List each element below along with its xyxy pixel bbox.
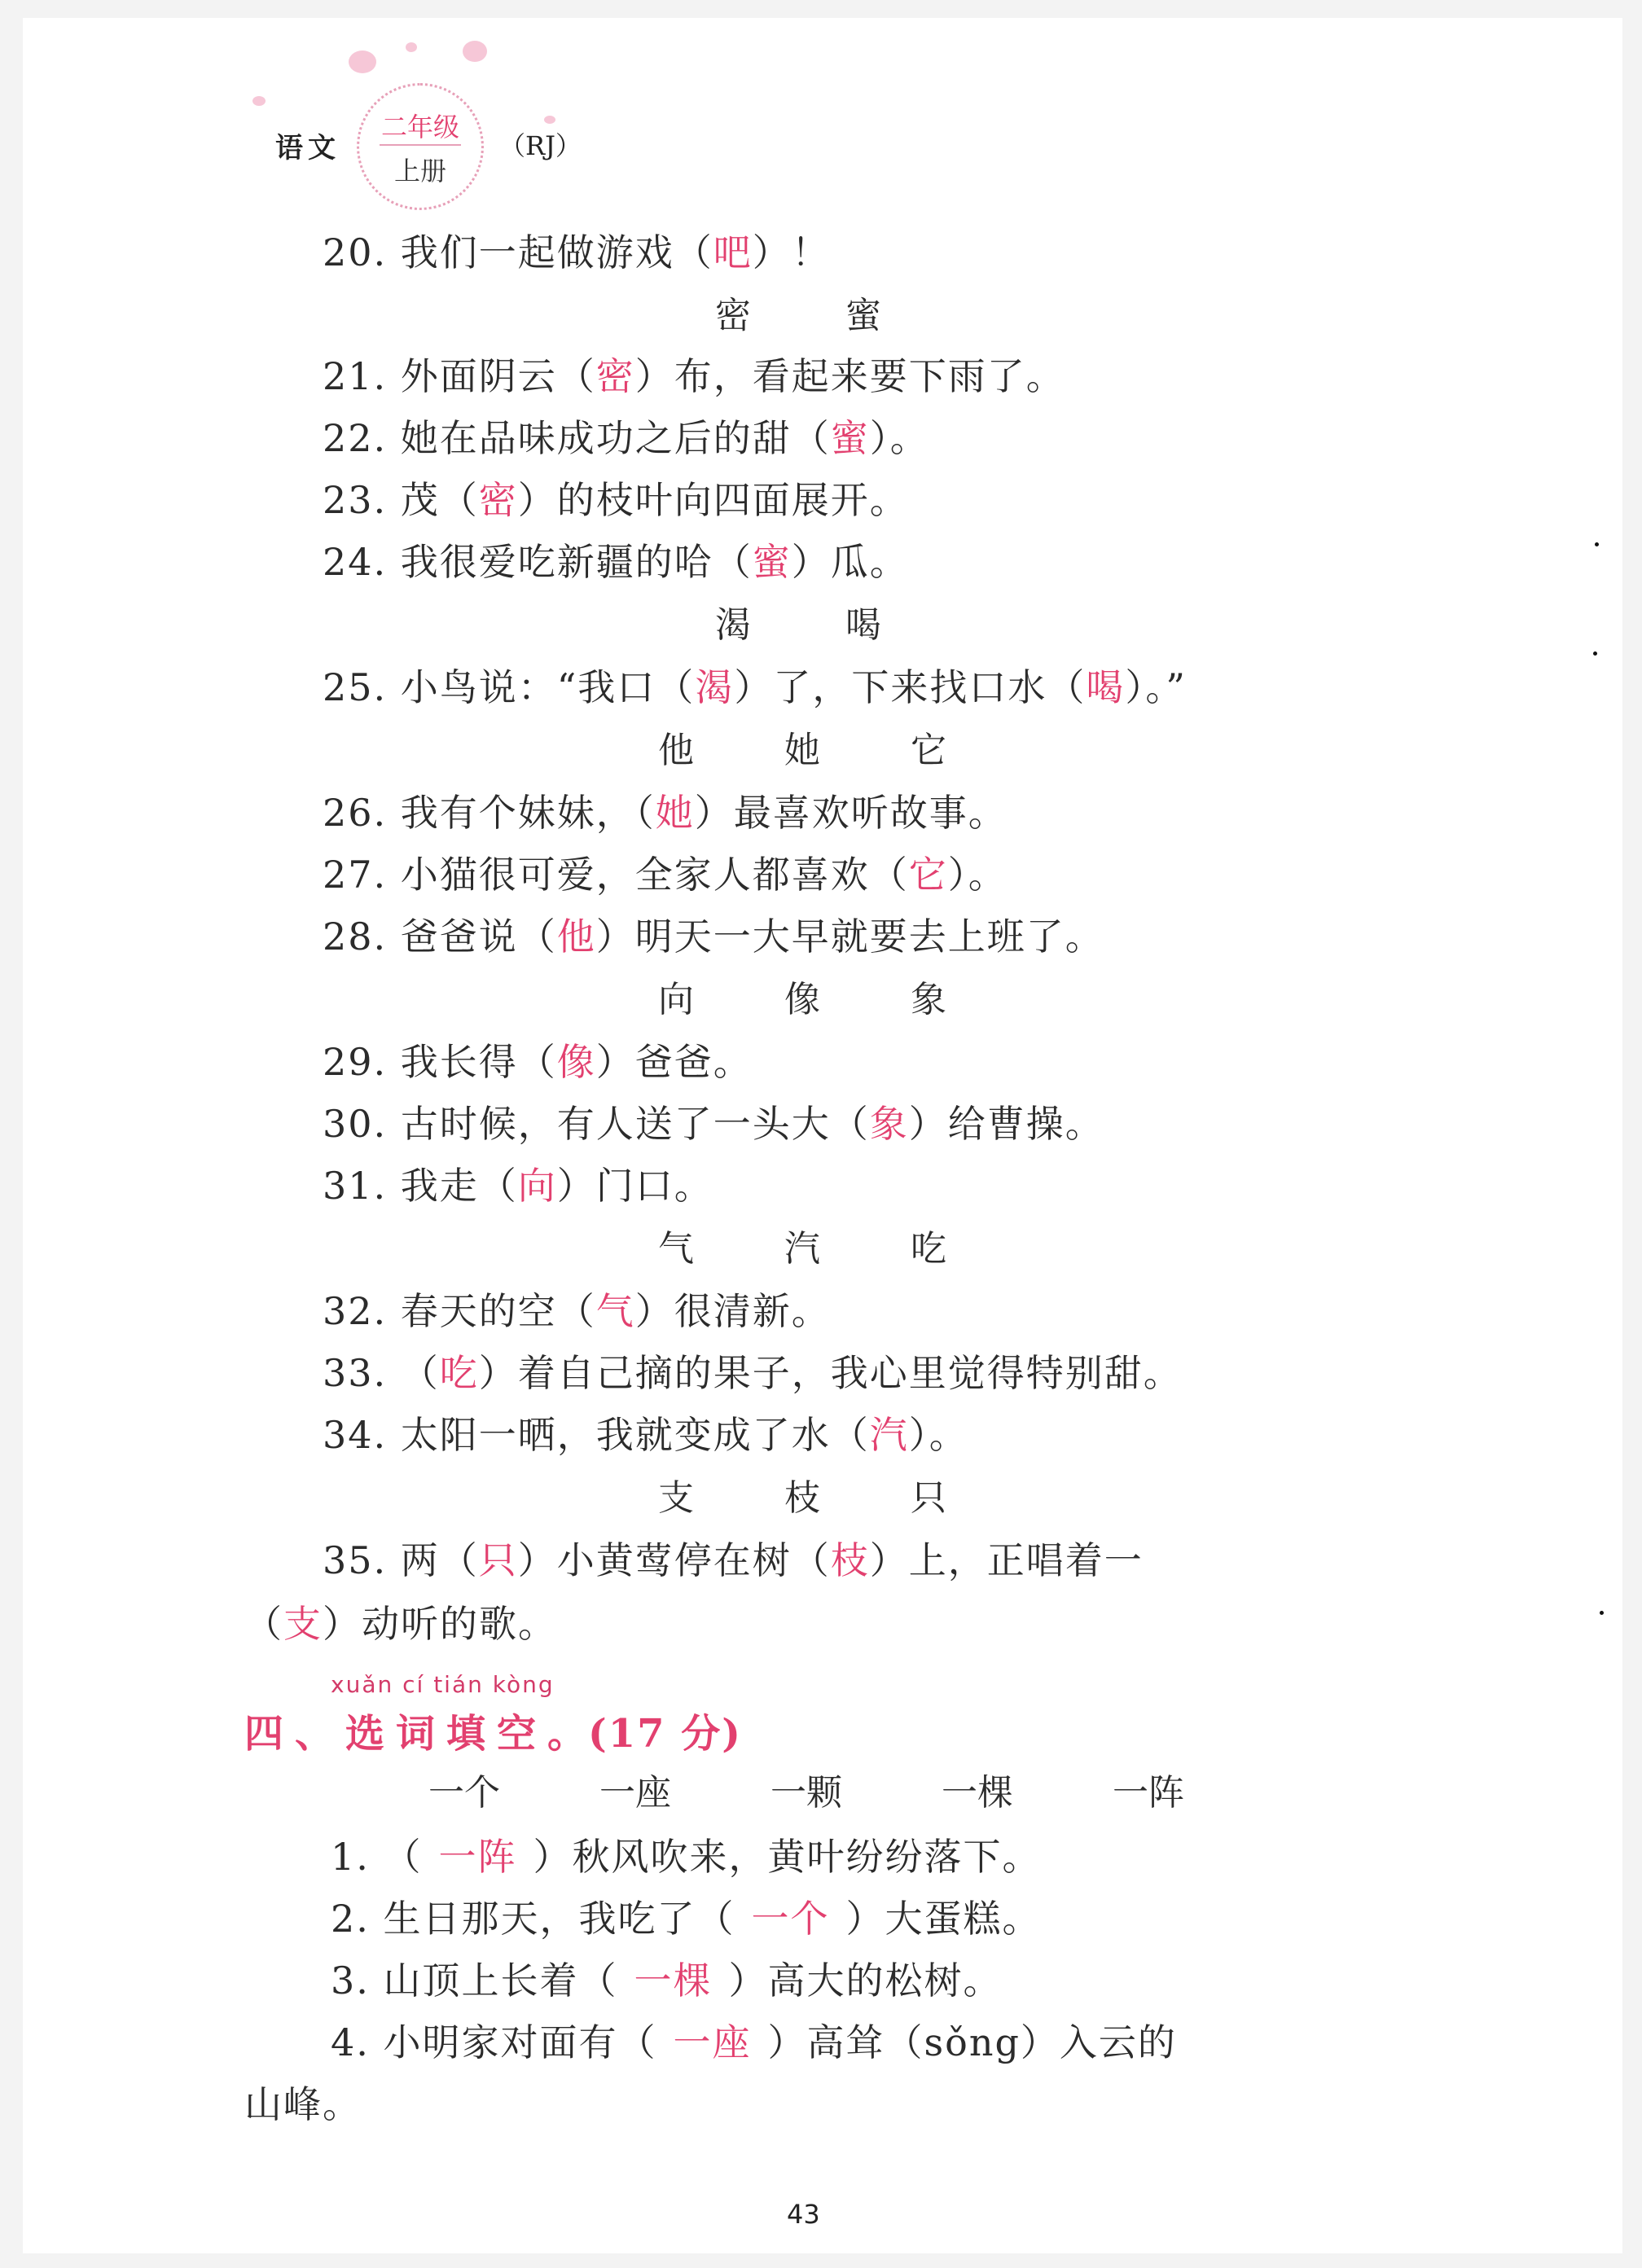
word-option: 向 [658,979,694,1020]
question-number: 20. [323,230,388,274]
question-number: 22. [323,416,388,460]
question-text: ）瓜。 [791,540,909,584]
question-25 [323,663,1187,712]
question-text: ）布，看起来要下雨了。 [634,354,1065,398]
question-text: （ [383,1835,423,1879]
word-option: 渴 [715,604,751,646]
word-options [23,293,1622,339]
question-text: ）高大的松树。 [728,1959,1003,2003]
word-option: 吃 [911,1228,946,1270]
section-pinyin: xuǎn cí tián kòng [331,1671,555,1698]
question-text: 小猫很可爱，全家人都喜欢（ [400,853,909,897]
answer: 一座 [673,2020,752,2064]
question-text: 小鸟说：“我口（ [400,665,696,709]
answer: 喝 [1086,665,1126,709]
question-number: 29. [323,1040,388,1084]
question-text: ）高耸（sǒng）入云的 [767,2020,1177,2064]
word-option: 它 [911,730,946,771]
question-35 [323,1536,1144,1585]
question-text: 我很爱吃新疆的哈（ [400,540,753,584]
question-21 [323,352,1065,401]
word-option: 一颗 [771,1772,842,1814]
question-text: 我长得（ [400,1040,557,1084]
answer: 密 [595,354,635,398]
question-text: ）。 [947,853,1008,897]
question-text: ）着自己摘的果子，我心里觉得特别甜。 [478,1351,1183,1395]
answer: 蜜 [830,416,870,460]
question-text: ）动听的歌。 [323,1602,557,1646]
question-number: 30. [323,1102,388,1146]
subject-label: 语文 [275,132,340,165]
question-32 [323,1287,831,1336]
petal-decoration [544,116,555,124]
word-option: 他 [658,730,694,771]
question-text: 外面阴云（ [400,354,596,398]
word-option: 蜜 [845,295,881,336]
question-text: ）最喜欢听故事。 [694,791,1008,835]
grade-badge [357,83,484,210]
section-score: 。(17 分) [547,1711,742,1757]
answer: 吃 [439,1351,479,1395]
answer: 一个 [751,1897,830,1941]
answer: 支 [283,1602,323,1646]
question-text: ）给曹操。 [908,1102,1104,1146]
print-speck [1593,651,1597,656]
word-option: 枝 [784,1477,820,1519]
question-number: 27. [323,853,388,897]
question-text: 太阳一晒，我就变成了水（ [400,1413,870,1457]
word-options [23,603,1622,648]
question-number: 4. [331,2020,370,2064]
question-number: 1. [331,1835,370,1879]
question-text: 我们一起做游戏（ [400,230,713,274]
word-option: 一棵 [942,1772,1013,1814]
answer: 她 [655,791,695,835]
answer: 气 [595,1289,635,1333]
word-options [23,728,1622,774]
question-number: 31. [323,1164,388,1208]
badge-divider [380,144,461,146]
question-26 [323,788,1008,837]
word-option: 像 [784,979,820,1020]
question-number: 26. [323,791,388,835]
question-27 [323,850,1008,899]
question-23 [323,476,909,524]
word-option: 一阵 [1113,1772,1184,1814]
question-number: 35. [323,1538,388,1582]
word-option: 一个 [428,1772,500,1814]
question-number: 21. [323,354,388,398]
petal-decoration [252,96,266,106]
word-option: 只 [911,1477,946,1519]
question-number: 28. [323,915,388,959]
question-35-continued [244,1599,557,1648]
edition-label: （RJ） [499,130,582,161]
word-option: 气 [658,1228,694,1270]
answer: 蜜 [752,540,792,584]
question-number: 33. [323,1351,388,1395]
answer: 他 [556,915,596,959]
question-text: ）上，正唱着一 [869,1538,1144,1582]
question-text: ）。 [869,416,929,460]
word-option: 支 [658,1477,694,1519]
question-text: 茂（ [400,478,479,522]
question-text: 春天的空（ [400,1289,596,1333]
petal-decoration [463,41,487,62]
answer: 密 [478,478,518,522]
fill-question-4-continued [244,2080,362,2129]
fill-question-2 [331,1894,1042,1943]
section-heading [244,1702,742,1758]
question-text: 生日那天，我吃了（ [383,1897,735,1941]
fill-question-3 [331,1956,1003,2005]
answer: 象 [869,1102,909,1146]
answer: 它 [908,853,948,897]
question-22 [323,414,929,463]
question-number: 23. [323,478,388,522]
question-text: ）爸爸。 [595,1040,753,1084]
petal-decoration [406,42,417,52]
question-text: ）大蛋糕。 [845,1897,1042,1941]
question-20 [323,228,831,277]
word-option: 密 [715,295,751,336]
word-options [23,1476,1622,1521]
answer: 像 [556,1040,596,1084]
petal-decoration [349,50,376,73]
question-text: 山峰。 [244,2082,362,2126]
question-text: 小明家对面有（ [383,2020,657,2064]
question-number: 25. [323,665,388,709]
question-text: 爸爸说（ [400,915,557,959]
question-text: ）。 [908,1413,968,1457]
answer: 向 [517,1164,557,1208]
question-28 [323,912,1104,961]
question-24 [323,537,909,586]
volume-label: 上册 [393,156,446,186]
question-34 [323,1410,968,1459]
answer: 一棵 [634,1959,713,2003]
question-text: 山顶上长着（ [383,1959,618,2003]
question-text: ）了，下来找口水（ [734,665,1087,709]
question-text: ）小黄莺停在树（ [517,1538,831,1582]
answer: 渴 [695,665,735,709]
word-option: 象 [911,979,946,1020]
question-text: ）门口。 [556,1164,713,1208]
workbook-page [23,18,1622,2253]
fill-question-1 [331,1832,1042,1881]
question-text: 我有个妹妹，（ [400,791,656,835]
question-text: 她在品味成功之后的甜（ [400,416,831,460]
question-number: 2. [331,1897,370,1941]
question-text: （ [244,1602,283,1646]
question-text: 两（ [400,1538,479,1582]
question-text: ）的枝叶向四面展开。 [517,478,909,522]
question-29 [323,1037,753,1086]
question-text: ）。” [1125,665,1187,709]
question-text: 古时候，有人送了一头大（ [400,1102,870,1146]
question-number: 24. [323,540,388,584]
section-title: 四、选词填空 [244,1711,548,1757]
question-text: ）秋风吹来，黄叶纷纷落下。 [533,1835,1042,1879]
word-options [23,977,1622,1023]
word-option: 汽 [784,1228,820,1270]
word-options [23,1226,1622,1272]
question-number: 32. [323,1289,388,1333]
question-text: ）！ [752,230,831,274]
question-number: 34. [323,1413,388,1457]
answer: 只 [478,1538,518,1582]
question-text: （ [400,1351,440,1395]
word-option: 一座 [599,1772,671,1814]
word-option: 喝 [845,604,881,646]
question-number: 3. [331,1959,370,2003]
word-option: 她 [784,730,820,771]
question-text: ）明天一大早就要去上班了。 [595,915,1104,959]
question-text: ）很清新。 [634,1289,831,1333]
answer: 一阵 [438,1835,517,1879]
question-text: 我走（ [400,1164,518,1208]
word-options [23,1770,1622,1816]
answer: 吧 [713,230,753,274]
print-speck [1595,542,1599,546]
question-31 [323,1161,713,1210]
question-33 [323,1349,1183,1397]
grade-label: 二年级 [380,112,459,143]
question-30 [323,1099,1104,1148]
page-number: 43 [787,2199,820,2230]
answer: 汽 [869,1413,909,1457]
fill-question-4 [331,2018,1177,2067]
print-speck [1600,1611,1604,1615]
answer: 枝 [830,1538,870,1582]
